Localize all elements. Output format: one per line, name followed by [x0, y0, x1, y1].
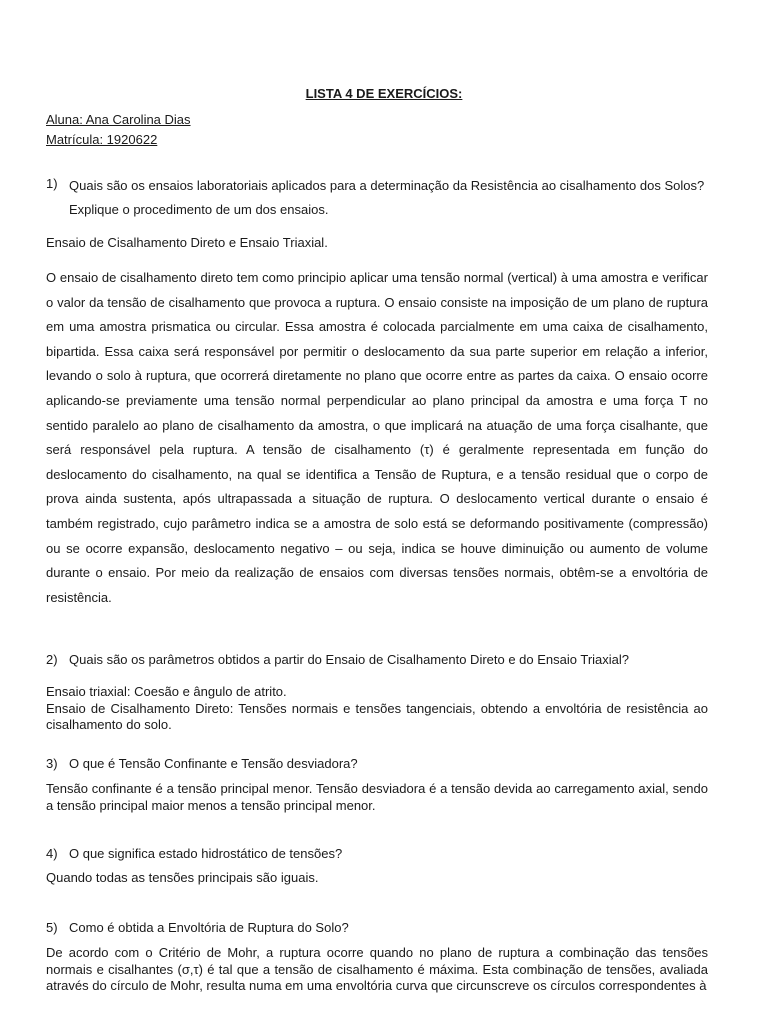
- document-title: LISTA 4 DE EXERCÍCIOS:: [305, 86, 463, 101]
- answer-4: Quando todas as tensões principais são iguais.: [46, 870, 319, 885]
- question-2-text: Quais são os parâmetros obtidos a partir do Ensaio de Cisalhamento Direto e do Ensaio Triaxial?: [69, 652, 630, 667]
- answer-1-intro: Ensaio de Cisalhamento Direto e Ensaio Triaxial.: [46, 235, 328, 250]
- answer-2-line-2: Ensaio de Cisalhamento Direto: Tensões normais e tensões tangenciais, obtendo a envoltória de resistência ao cisalhamento do solo.: [46, 700, 708, 732]
- question-2-number: 2): [46, 652, 58, 667]
- question-3: [46, 754, 708, 774]
- answer-1-body: O ensaio de cisalhamento direto tem como principio aplicar uma tensão normal (vertical) à uma amostra e verificar o valor da tensão de cisalhamento que provoca a ruptura. O ensaio consiste na imposição de um plano de ruptura em uma amostra prismatica ou circular. Essa amostra é colocada parcialmente em uma caixa de cisalhamento, bipartida. Essa caixa será responsável por permitir o deslocamento da sua parte superior em relação a inferior, levando o solo à ruptura, que ocorrerá diretamente no plano que ocorre entre as partes da caixa. O ensaio ocorre aplicando-se previamente uma tensão normal perpendicular ao plano principal da amostra e uma força T no sentido paralelo ao plano de cisalhamento da amostra, o que implicará na atuação de uma força cisalhante, que será responsável pela ruptura. A tensão de cisalhamento (τ) é geralmente representada em função do deslocamento do cisalhamento, na qual se identifica a Tensão de Ruptura, e a tensão residual que o corpo de prova ainda sustenta, após ultrapassada a situação de ruptura. O deslocamento vertical durante o ensaio é também registrado, cujo parâmetro indica se a amostra de solo está se deformando positivamente (compressão) ou se ocorre expansão, deslocamento negativo – ou seja, indica se houve diminuição ou aumento de volume durante o ensaio. Por meio da realização de ensaios com diversas tensões normais, obtêm-se a envoltória de resistência.: [46, 270, 708, 605]
- question-4-number: 4): [46, 846, 58, 861]
- question-1-text: Quais são os ensaios laboratoriais aplicados para a determinação da Resistência ao cisalhamento dos Solos? Explique o procedimento de um dos ensaios.: [69, 178, 705, 217]
- student-id: Matrícula: 1920622: [46, 132, 158, 147]
- answer-2: [46, 684, 708, 734]
- question-4-text: O que significa estado hidrostático de tensões?: [69, 846, 343, 861]
- question-3-number: 3): [46, 756, 58, 771]
- question-2: [46, 650, 708, 670]
- question-5: [46, 918, 708, 938]
- answer-2-line-1: Ensaio triaxial: Coesão e ângulo de atrito.: [46, 684, 287, 699]
- answer-3: Tensão confinante é a tensão principal menor. Tensão desviadora é a tensão devida ao carregamento axial, sendo a tensão principal maior menos a tensão principal menor.: [46, 781, 708, 813]
- student-info: [46, 110, 708, 150]
- question-4: [46, 844, 708, 864]
- answer-5: De acordo com o Critério de Mohr, a ruptura ocorre quando no plano de ruptura a combinação das tensões normais e cisalhantes (σ,τ) é tal que a tensão de cisalhamento é máxima. Esta combinação de tensões, avaliada através do círculo de Mohr, resulta numa em uma envoltória curva que circunscreve os círculos correspondentes à: [46, 945, 708, 993]
- question-5-number: 5): [46, 920, 58, 935]
- question-3-text: O que é Tensão Confinante e Tensão desviadora?: [69, 756, 358, 771]
- question-1: [46, 174, 708, 222]
- question-1-number: 1): [46, 176, 58, 191]
- question-5-text: Como é obtida a Envoltória de Ruptura do Solo?: [69, 920, 349, 935]
- student-name: Aluna: Ana Carolina Dias: [46, 112, 191, 127]
